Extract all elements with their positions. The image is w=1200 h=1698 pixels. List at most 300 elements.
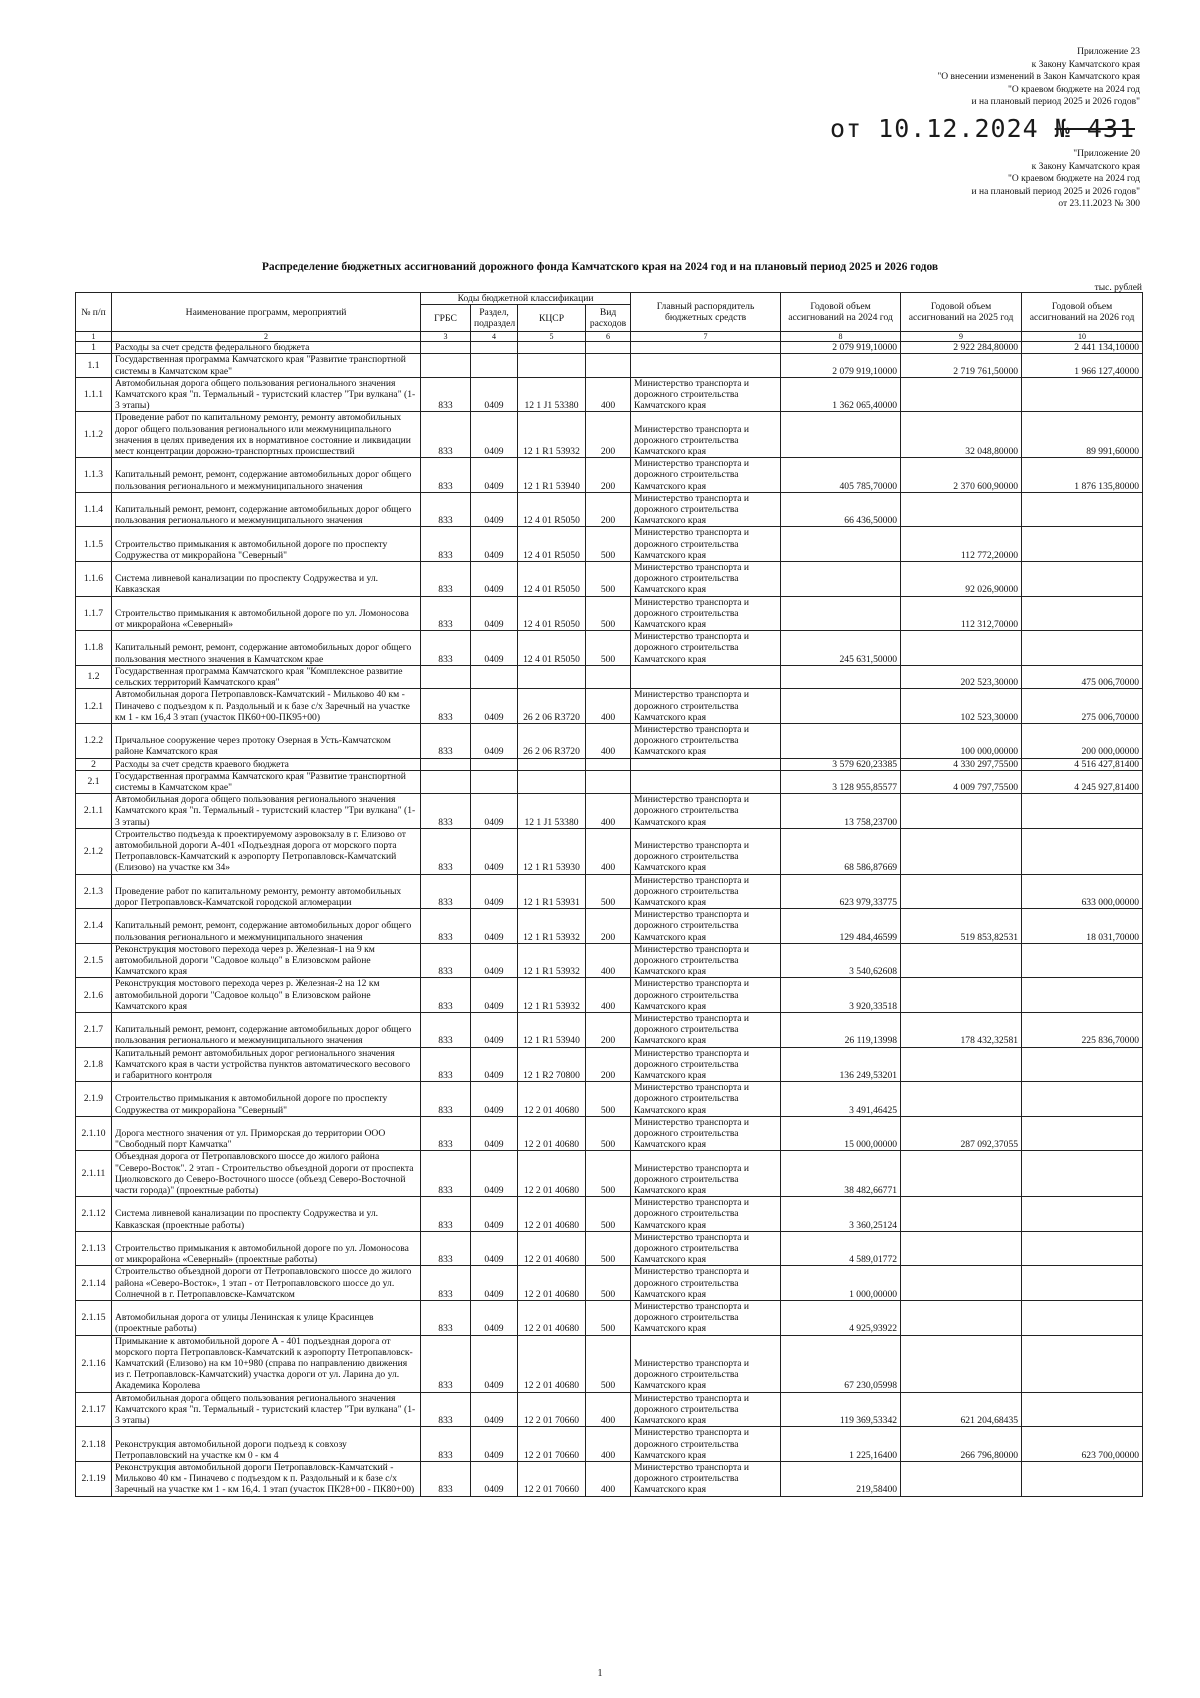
amount-2025: 112 312,70000 [901, 596, 1022, 631]
amount-2025 [901, 1461, 1022, 1496]
amount-2024: 3 128 955,85577 [781, 770, 901, 793]
razdel-code [471, 354, 518, 377]
appendix-line: и на плановый период 2025 и 2026 годов" [971, 186, 1140, 197]
row-number: 1.1.3 [76, 458, 112, 493]
amount-2024: 38 482,66771 [781, 1151, 901, 1197]
razdel-code [471, 342, 518, 354]
expense-type-code: 200 [586, 909, 631, 944]
table-row [76, 689, 1143, 724]
amount-2026 [1022, 978, 1143, 1013]
amount-2026 [1022, 1301, 1143, 1336]
column-number: 6 [586, 332, 631, 342]
amount-2026: 275 006,70000 [1022, 689, 1143, 724]
amount-2025 [901, 631, 1022, 666]
expense-type-code: 400 [586, 794, 631, 829]
budget-manager: Министерство транспорта и дорожного строительства Камчатского края [631, 458, 781, 493]
budget-manager: Министерство транспорта и дорожного строительства Камчатского края [631, 794, 781, 829]
budget-manager: Министерство транспорта и дорожного строительства Камчатского края [631, 1335, 781, 1392]
appendix-line: от 23.11.2023 № 300 [1058, 199, 1140, 209]
appendix-line: "О внесении изменений в Закон Камчатского края [937, 72, 1140, 82]
razdel-code [471, 665, 518, 688]
kcsr-code: 12 2 01 70660 [518, 1392, 586, 1427]
amount-2024: 4 925,93922 [781, 1301, 901, 1336]
grbs-code: 833 [421, 1335, 471, 1392]
program-name: Капитальный ремонт, ремонт, содержание автомобильных дорог общего пользования регионального и межмуниципального значения [112, 909, 421, 944]
amount-2026: 475 006,70000 [1022, 665, 1143, 688]
amount-2024: 3 540,62608 [781, 943, 901, 978]
table-row [76, 631, 1143, 666]
grbs-code [421, 354, 471, 377]
column-number: 9 [901, 332, 1022, 342]
col-manager-header: Главный распорядитель бюджетных средств [631, 293, 781, 332]
kcsr-code [518, 665, 586, 688]
amount-2025 [901, 943, 1022, 978]
program-name: Строительство подъезда к проектируемому аэровокзалу в г. Елизово от автомобильной дороги А-401 «Подъездная дорога от морского порта Петропавловск-Камчатский к аэропорту Петропавловск-Камчатский (Елизово) на участке км 34» [112, 828, 421, 874]
amount-2025: 92 026,90000 [901, 562, 1022, 597]
expense-type-code: 400 [586, 1461, 631, 1496]
appendix-line: к Закону Камчатского края [1031, 161, 1140, 172]
row-number: 1.1.2 [76, 412, 112, 458]
table-row [76, 342, 1143, 354]
amount-2024: 1 362 065,40000 [781, 377, 901, 412]
grbs-code: 833 [421, 978, 471, 1013]
expense-type-code: 500 [586, 1231, 631, 1266]
appendix-line: Приложение 23 [1077, 47, 1140, 57]
amount-2026 [1022, 631, 1143, 666]
amount-2026: 623 700,00000 [1022, 1427, 1143, 1462]
budget-manager: Министерство транспорта и дорожного строительства Камчатского края [631, 562, 781, 597]
razdel-code: 0409 [471, 943, 518, 978]
table-row [76, 723, 1143, 758]
grbs-code [421, 342, 471, 354]
row-number: 2.1.4 [76, 909, 112, 944]
row-number: 2.1.8 [76, 1047, 112, 1082]
column-number: 10 [1022, 332, 1143, 342]
razdel-code: 0409 [471, 1335, 518, 1392]
amount-2026 [1022, 1392, 1143, 1427]
amount-2025 [901, 978, 1022, 1013]
row-number: 1.1.5 [76, 527, 112, 562]
amount-2026 [1022, 794, 1143, 829]
program-name: Строительство объездной дороги от Петропавловского шоссе до жилого района «Северо-Восток», 1 этап - от Петропавловского шоссе до ул. Солнечной в г. Петропавловске-Камчатском [112, 1266, 421, 1301]
grbs-code: 833 [421, 1427, 471, 1462]
kcsr-code: 26 2 06 R3720 [518, 723, 586, 758]
row-number: 2.1.5 [76, 943, 112, 978]
razdel-code: 0409 [471, 794, 518, 829]
kcsr-code: 12 2 01 40680 [518, 1116, 586, 1151]
amount-2024 [781, 562, 901, 597]
amount-2026: 200 000,00000 [1022, 723, 1143, 758]
kcsr-code: 12 1 R1 53931 [518, 874, 586, 909]
razdel-code [471, 758, 518, 770]
amount-2026 [1022, 596, 1143, 631]
date-stamp [830, 114, 1140, 143]
amount-2025 [901, 1301, 1022, 1336]
expense-type-code [586, 354, 631, 377]
amount-2026 [1022, 1461, 1143, 1496]
amount-2026 [1022, 1231, 1143, 1266]
budget-manager [631, 758, 781, 770]
program-name: Объездная дорога от Петропавловского шоссе до жилого района "Северо-Восток". 2 этап - Строительство объездной дороги от проспекта Циолковского до Северо-Восточного шоссе (объезд Северо-Восточной части города)" (проектные работы) [112, 1151, 421, 1197]
budget-manager [631, 770, 781, 793]
grbs-code: 833 [421, 631, 471, 666]
amount-2026 [1022, 377, 1143, 412]
grbs-code: 833 [421, 794, 471, 829]
column-number: 1 [76, 332, 112, 342]
amount-2024: 623 979,33775 [781, 874, 901, 909]
amount-2026 [1022, 1197, 1143, 1232]
program-name: Реконструкция автомобильной дороги подъезд к совхозу Петропавловский на участке км 0 - км 4 [112, 1427, 421, 1462]
razdel-code: 0409 [471, 1392, 518, 1427]
amount-2026 [1022, 943, 1143, 978]
appendix-line: "Приложение 20 [1073, 149, 1140, 159]
expense-type-code: 400 [586, 1392, 631, 1427]
kcsr-code: 12 4 01 R5050 [518, 562, 586, 597]
amount-2024: 1 225,16400 [781, 1427, 901, 1462]
kcsr-code: 12 4 01 R5050 [518, 492, 586, 527]
amount-2025: 2 370 600,90000 [901, 458, 1022, 493]
col-2024-header: Годовой объем ассигнований на 2024 год [781, 293, 901, 332]
grbs-code: 833 [421, 596, 471, 631]
budget-manager: Министерство транспорта и дорожного строительства Камчатского края [631, 492, 781, 527]
row-number: 2.1.14 [76, 1266, 112, 1301]
grbs-code: 833 [421, 828, 471, 874]
units-label: тыс. рублей [1094, 283, 1142, 293]
grbs-code [421, 758, 471, 770]
program-name: Реконструкция автомобильной дороги Петропавловск-Камчатский - Мильково 40 км - Пиначево с подъездом к п. Раздольный и к базе с/х Заречный на участке км 1 - км 16,4. 1 этап (участок ПК28+00 - ПК80+00) [112, 1461, 421, 1496]
amount-2026 [1022, 1047, 1143, 1082]
amount-2024: 67 230,05998 [781, 1335, 901, 1392]
razdel-code: 0409 [471, 723, 518, 758]
amount-2025 [901, 794, 1022, 829]
budget-manager: Министерство транспорта и дорожного строительства Камчатского края [631, 1151, 781, 1197]
budget-manager [631, 342, 781, 354]
column-number: 4 [471, 332, 518, 342]
amount-2024: 2 079 919,10000 [781, 342, 901, 354]
amount-2026 [1022, 527, 1143, 562]
program-name: Автомобильная дорога Петропавловск-Камчатский - Мильково 40 км - Пиначево с подъездом к п. Раздольный и к базе с/х Заречный на участке км 1 - км 16,4 3 этап (участок ПК60+00-ПК95+00) [112, 689, 421, 724]
kcsr-code [518, 758, 586, 770]
amount-2026: 18 031,70000 [1022, 909, 1143, 944]
table-row [76, 1266, 1143, 1301]
amount-2026 [1022, 828, 1143, 874]
razdel-code: 0409 [471, 412, 518, 458]
amount-2025: 202 523,30000 [901, 665, 1022, 688]
amount-2024: 2 079 919,10000 [781, 354, 901, 377]
kcsr-code [518, 770, 586, 793]
amount-2024 [781, 412, 901, 458]
program-name: Автомобильная дорога общего пользования регионального значения Камчатского края "п. Термальный - туристский кластер "Три вулкана" (1-3 этапы) [112, 794, 421, 829]
budget-manager: Министерство транспорта и дорожного строительства Камчатского края [631, 1461, 781, 1496]
amount-2025 [901, 492, 1022, 527]
col-2025-header: Годовой объем ассигнований на 2025 год [901, 293, 1022, 332]
budget-manager: Министерство транспорта и дорожного строительства Камчатского края [631, 1392, 781, 1427]
amount-2025: 266 796,80000 [901, 1427, 1022, 1462]
budget-manager: Министерство транспорта и дорожного строительства Камчатского края [631, 943, 781, 978]
program-name: Строительство примыкания к автомобильной дороге по проспекту Содружества от микрорайона "Северный" [112, 1082, 421, 1117]
expense-type-code: 400 [586, 723, 631, 758]
col-kcsr-header: КЦСР [518, 305, 586, 332]
grbs-code: 833 [421, 1197, 471, 1232]
amount-2025 [901, 1231, 1022, 1266]
row-number: 2.1.17 [76, 1392, 112, 1427]
amount-2026: 4 516 427,81400 [1022, 758, 1143, 770]
table-row [76, 794, 1143, 829]
table-row [76, 1335, 1143, 1392]
kcsr-code: 12 1 R2 70800 [518, 1047, 586, 1082]
row-number: 1.1.4 [76, 492, 112, 527]
razdel-code: 0409 [471, 828, 518, 874]
row-number: 2.1 [76, 770, 112, 793]
amount-2026 [1022, 1082, 1143, 1117]
amount-2024: 3 491,46425 [781, 1082, 901, 1117]
expense-type-code: 200 [586, 458, 631, 493]
amount-2025: 519 853,82531 [901, 909, 1022, 944]
stamp-number: № 431 [1054, 114, 1135, 143]
kcsr-code: 12 1 R1 53940 [518, 1012, 586, 1047]
amount-2025 [901, 1082, 1022, 1117]
row-number: 2.1.15 [76, 1301, 112, 1336]
program-name: Государственная программа Камчатского края "Комплексное развитие сельских территорий Камчатского края" [112, 665, 421, 688]
amount-2025: 287 092,37055 [901, 1116, 1022, 1151]
program-name: Проведение работ по капитальному ремонту, ремонту автомобильных дорог общего пользования регионального или межмуниципального значения в целях приведения их в нормативное состояние и ликвидации мест концентрации дорожно-транспортных происшествий [112, 412, 421, 458]
row-number: 1.1.1 [76, 377, 112, 412]
row-number: 1.2.2 [76, 723, 112, 758]
expense-type-code: 400 [586, 377, 631, 412]
column-number: 8 [781, 332, 901, 342]
razdel-code: 0409 [471, 562, 518, 597]
program-name: Расходы за счет средств федерального бюджета [112, 342, 421, 354]
table-row [76, 596, 1143, 631]
table-row [76, 1047, 1143, 1082]
expense-type-code: 500 [586, 1197, 631, 1232]
table-row [76, 1301, 1143, 1336]
row-number: 2 [76, 758, 112, 770]
budget-manager [631, 354, 781, 377]
expense-type-code [586, 758, 631, 770]
kcsr-code: 26 2 06 R3720 [518, 689, 586, 724]
grbs-code: 833 [421, 527, 471, 562]
program-name: Автомобильная дорога общего пользования регионального значения Камчатского края "п. Термальный - туристский кластер "Три вулкана" (1-3 этапы) [112, 377, 421, 412]
amount-2024: 68 586,87669 [781, 828, 901, 874]
amount-2024: 26 119,13998 [781, 1012, 901, 1047]
expense-type-code: 500 [586, 596, 631, 631]
codes-group-header: Коды бюджетной классификации [421, 293, 631, 305]
kcsr-code: 12 2 01 40680 [518, 1197, 586, 1232]
expense-type-code [586, 665, 631, 688]
razdel-code [471, 770, 518, 793]
row-number: 1.1.6 [76, 562, 112, 597]
program-name: Государственная программа Камчатского края "Развитие транспортной системы в Камчатском крае" [112, 770, 421, 793]
program-name: Строительство примыкания к автомобильной дороге по ул. Ломоносова от микрорайона «Северный» (проектные работы) [112, 1231, 421, 1266]
razdel-code: 0409 [471, 1301, 518, 1336]
razdel-code: 0409 [471, 874, 518, 909]
razdel-code: 0409 [471, 1231, 518, 1266]
amount-2025: 100 000,00000 [901, 723, 1022, 758]
amount-2024: 136 249,53201 [781, 1047, 901, 1082]
budget-manager: Министерство транспорта и дорожного строительства Камчатского края [631, 1266, 781, 1301]
table-row [76, 1012, 1143, 1047]
amount-2024: 219,58400 [781, 1461, 901, 1496]
table-row [76, 527, 1143, 562]
budget-manager: Министерство транспорта и дорожного строительства Камчатского края [631, 723, 781, 758]
amount-2026: 89 991,60000 [1022, 412, 1143, 458]
budget-manager: Министерство транспорта и дорожного строительства Камчатского края [631, 527, 781, 562]
grbs-code: 833 [421, 458, 471, 493]
row-number: 2.1.12 [76, 1197, 112, 1232]
razdel-code: 0409 [471, 909, 518, 944]
table-row [76, 458, 1143, 493]
grbs-code: 833 [421, 909, 471, 944]
table-row [76, 1392, 1143, 1427]
program-name: Государственная программа Камчатского края "Развитие транспортной системы в Камчатском крае" [112, 354, 421, 377]
amount-2024: 405 785,70000 [781, 458, 901, 493]
program-name: Капитальный ремонт автомобильных дорог регионального значения Камчатского края в части устройства пунктов автоматического весового и габаритного контроля [112, 1047, 421, 1082]
grbs-code: 833 [421, 1082, 471, 1117]
amount-2024 [781, 689, 901, 724]
amount-2025 [901, 1335, 1022, 1392]
amount-2026 [1022, 562, 1143, 597]
grbs-code: 833 [421, 689, 471, 724]
column-number: 2 [112, 332, 421, 342]
kcsr-code: 12 1 R1 53932 [518, 943, 586, 978]
budget-manager [631, 665, 781, 688]
razdel-code: 0409 [471, 1047, 518, 1082]
amount-2024: 15 000,00000 [781, 1116, 901, 1151]
expense-type-code: 500 [586, 562, 631, 597]
budget-manager: Министерство транспорта и дорожного строительства Камчатского края [631, 631, 781, 666]
amount-2025 [901, 874, 1022, 909]
col-grbs-header: ГРБС [421, 305, 471, 332]
grbs-code: 833 [421, 1301, 471, 1336]
amount-2025 [901, 1151, 1022, 1197]
budget-manager: Министерство транспорта и дорожного строительства Камчатского края [631, 1116, 781, 1151]
budget-manager: Министерство транспорта и дорожного строительства Камчатского края [631, 1047, 781, 1082]
amount-2026: 225 836,70000 [1022, 1012, 1143, 1047]
amount-2025: 621 204,68435 [901, 1392, 1022, 1427]
table-row [76, 770, 1143, 793]
expense-type-code: 500 [586, 1116, 631, 1151]
table-row [76, 1151, 1143, 1197]
program-name: Строительство примыкания к автомобильной дороге по проспекту Содружества от микрорайона "Северный" [112, 527, 421, 562]
row-number: 1.2.1 [76, 689, 112, 724]
expense-type-code: 200 [586, 1047, 631, 1082]
kcsr-code: 12 2 01 40680 [518, 1301, 586, 1336]
row-number: 1.1.7 [76, 596, 112, 631]
expense-type-code: 400 [586, 828, 631, 874]
grbs-code: 833 [421, 1151, 471, 1197]
kcsr-code: 12 1 R1 53932 [518, 909, 586, 944]
expense-type-code [586, 342, 631, 354]
column-numbers-row [76, 332, 1143, 342]
amount-2025: 2 922 284,80000 [901, 342, 1022, 354]
grbs-code: 833 [421, 1047, 471, 1082]
table-row [76, 377, 1143, 412]
amount-2026: 4 245 927,81400 [1022, 770, 1143, 793]
amount-2024: 245 631,50000 [781, 631, 901, 666]
amount-2026 [1022, 1151, 1143, 1197]
program-name: Капитальный ремонт, ремонт, содержание автомобильных дорог общего пользования регионального и межмуниципального значения [112, 458, 421, 493]
budget-manager: Министерство транспорта и дорожного строительства Камчатского края [631, 1012, 781, 1047]
amount-2024 [781, 665, 901, 688]
amount-2026: 2 441 134,10000 [1022, 342, 1143, 354]
table-row [76, 874, 1143, 909]
expense-type-code: 500 [586, 874, 631, 909]
budget-manager: Министерство транспорта и дорожного строительства Камчатского края [631, 1231, 781, 1266]
razdel-code: 0409 [471, 689, 518, 724]
amount-2025 [901, 377, 1022, 412]
appendix-line: "О краевом бюджете на 2024 год [1008, 174, 1140, 184]
table-row [76, 1427, 1143, 1462]
program-name: Капитальный ремонт, ремонт, содержание автомобильных дорог общего пользования местного значения в Камчатском крае [112, 631, 421, 666]
appendix-line: и на плановый период 2025 и 2026 годов" [971, 97, 1140, 107]
razdel-code: 0409 [471, 1461, 518, 1496]
amount-2026 [1022, 1335, 1143, 1392]
expense-type-code: 500 [586, 1301, 631, 1336]
amount-2024 [781, 596, 901, 631]
amount-2024 [781, 527, 901, 562]
row-number: 1.2 [76, 665, 112, 688]
kcsr-code: 12 2 01 70660 [518, 1427, 586, 1462]
program-name: Причальное сооружение через протоку Озерная в Усть-Камчатском районе Камчатского края [112, 723, 421, 758]
grbs-code [421, 665, 471, 688]
table-row [76, 354, 1143, 377]
expense-type-code: 500 [586, 631, 631, 666]
page-number: 1 [597, 1668, 603, 1679]
amount-2025: 4 009 797,75500 [901, 770, 1022, 793]
razdel-code: 0409 [471, 1197, 518, 1232]
amount-2026 [1022, 492, 1143, 527]
appendix-line: к Закону Камчатского края [1031, 59, 1140, 70]
table-row [76, 828, 1143, 874]
program-name: Система ливневой канализации по проспекту Содружества и ул. Кавказская (проектные работы) [112, 1197, 421, 1232]
row-number: 2.1.10 [76, 1116, 112, 1151]
program-name: Дорога местного значения от ул. Приморская до территории ООО "Свободный порт Камчатка" [112, 1116, 421, 1151]
table-row [76, 1231, 1143, 1266]
expense-type-code: 400 [586, 689, 631, 724]
amount-2025 [901, 1197, 1022, 1232]
grbs-code: 833 [421, 1231, 471, 1266]
document-title: Распределение бюджетных ассигнований дорожного фонда Камчатского края на 2024 год и на плановый период 2025 и 2026 годов [261, 261, 939, 273]
row-number: 1.1.8 [76, 631, 112, 666]
stamp-date: от 10.12.2024 [830, 114, 1039, 143]
program-name: Примыкание к автомобильной дороге А - 401 подъездная дорога от морского порта Петропавловск-Камчатский к аэропорту Петропавловск-Камчатский (Елизово) на км 10+980 (справа по направлению движения из г. Петропавловск-Камчатский) участка дороги от ул. Ларина до ул. Академика Королева [112, 1335, 421, 1392]
expense-type-code [586, 770, 631, 793]
kcsr-code: 12 1 J1 53380 [518, 794, 586, 829]
program-name: Строительство примыкания к автомобильной дороге по ул. Ломоносова от микрорайона «Северный» [112, 596, 421, 631]
budget-manager: Министерство транспорта и дорожного строительства Камчатского края [631, 1301, 781, 1336]
amount-2024: 66 436,50000 [781, 492, 901, 527]
amount-2025: 178 432,32581 [901, 1012, 1022, 1047]
col-name-header: Наименование программ, мероприятий [112, 293, 421, 332]
razdel-code: 0409 [471, 527, 518, 562]
grbs-code: 833 [421, 1392, 471, 1427]
table-row [76, 412, 1143, 458]
table-row [76, 758, 1143, 770]
amount-2024: 3 579 620,23385 [781, 758, 901, 770]
amount-2024: 129 484,46599 [781, 909, 901, 944]
kcsr-code: 12 1 J1 53380 [518, 377, 586, 412]
amount-2026: 1 966 127,40000 [1022, 354, 1143, 377]
appendix-header-new [780, 46, 1140, 109]
grbs-code: 833 [421, 1116, 471, 1151]
budget-manager: Министерство транспорта и дорожного строительства Камчатского края [631, 596, 781, 631]
budget-manager: Министерство транспорта и дорожного строительства Камчатского края [631, 909, 781, 944]
budget-manager: Министерство транспорта и дорожного строительства Камчатского края [631, 412, 781, 458]
program-name: Капитальный ремонт, ремонт, содержание автомобильных дорог общего пользования регионального и межмуниципального значения [112, 1012, 421, 1047]
razdel-code: 0409 [471, 1116, 518, 1151]
program-name: Расходы за счет средств краевого бюджета [112, 758, 421, 770]
